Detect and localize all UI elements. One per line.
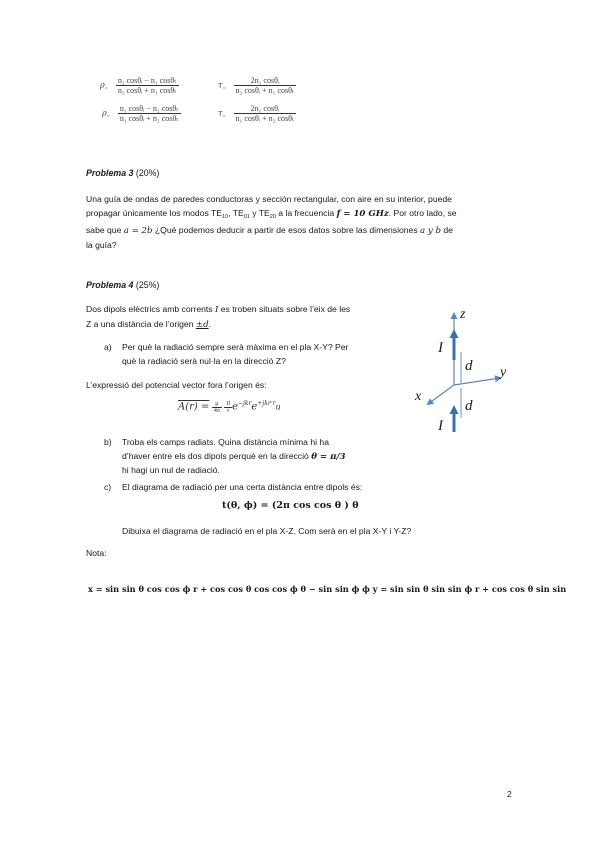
r-perp-label: ρ	[102, 108, 107, 118]
problem3-text-c1: sabe que	[86, 225, 124, 235]
problem4-title: Problema 4	[86, 280, 134, 290]
t-par-sub: =	[222, 85, 226, 92]
mode-sub-1: 10	[222, 213, 229, 220]
problem4-intro-line-2	[86, 318, 406, 333]
distance-top-label: d	[465, 358, 473, 374]
t-perp-label: τ	[218, 108, 223, 118]
problem3-sep-2: y TE	[249, 207, 270, 218]
r-perp-sub: =	[106, 113, 110, 120]
eq-frac-il	[224, 401, 232, 414]
vector-potential-eq	[178, 400, 281, 414]
question-a-line-1: Per què la radiació sempre serà màxima en el pla X-Y? Per	[122, 342, 349, 352]
problem3-text-c2: ¿Qué podemos deducir a partir de esos datos sobre las dimensiones	[152, 225, 421, 235]
t-perp-eq	[218, 104, 296, 123]
potential-text: L’expressió del potencial vector fora l’origen és:	[86, 380, 267, 390]
problem3-body	[86, 193, 516, 252]
eq-r: r	[227, 407, 230, 414]
r-par-sub: =	[104, 85, 108, 92]
question-a-text	[122, 341, 412, 368]
note-label: Nota:	[86, 548, 107, 558]
eq-4pi: 4π	[213, 407, 220, 414]
eq-il: Il	[226, 400, 231, 407]
t-par-eq	[218, 76, 296, 95]
intro-b1: Z a una distància de l’origen	[86, 318, 196, 329]
radiation-pattern-eq: t(θ, ϕ) = (2π cos cos θ ) θ	[222, 500, 359, 511]
distance-bottom-label: d	[465, 398, 473, 414]
intro-a2: es troben situats sobre l’eix de les	[218, 304, 351, 314]
problem3-text-b1: propagar únicamente los modos TE	[86, 207, 222, 218]
question-b-text	[122, 436, 412, 478]
question-b-line-2	[122, 450, 412, 465]
problem4-weight: (25%)	[135, 280, 160, 290]
t-par-frac	[234, 76, 297, 95]
problem3-sep-1: , TE	[228, 207, 244, 218]
t-perp-sub: =	[222, 113, 226, 120]
question-b-label: b)	[104, 437, 112, 447]
t-perp-frac	[234, 104, 297, 123]
dipole-diagram	[410, 300, 520, 440]
question-b-line-2a: d’haver entre els dos dipols perquè en la direcció	[122, 450, 312, 461]
current-top-label: I	[438, 340, 443, 356]
question-c-label: c)	[104, 482, 112, 492]
r-par-den: n₂ cosθᵢ + n₁ cosθₜ	[117, 86, 177, 95]
intro-a1: Dos dipols elèctrics amb corrents	[86, 304, 215, 314]
question-c-line-2: Dibuixa el diagrama de radiació en el pla X-Z. Com serà en el pla X-Y i Y-Z?	[122, 526, 412, 536]
r-par-label: ρ	[100, 80, 105, 90]
t-par-den: n₂ cosθᵢ + n₁ cosθₜ	[235, 86, 295, 95]
eq-e1: e	[232, 401, 238, 413]
problem3-line-2	[86, 207, 516, 225]
fresnel-block	[100, 72, 330, 134]
mode-sub-3: 20	[269, 213, 276, 220]
problem3-title: Problema 3	[86, 168, 134, 178]
t-perp-num: 2n₁ cosθᵢ	[234, 104, 297, 114]
intro-distance: ±d	[195, 319, 209, 330]
problem4-intro	[86, 303, 406, 332]
page-number: 2	[507, 789, 512, 799]
x-axis	[428, 385, 454, 404]
z-label: z	[460, 307, 466, 322]
problem3-heading	[86, 168, 159, 178]
r-par-eq	[100, 76, 179, 95]
question-b-line-1: Troba els camps radiats. Quina distància mínima hi ha	[122, 437, 329, 447]
x-label: x	[415, 389, 422, 404]
eq-mu: μ	[212, 401, 222, 408]
eq-frac-mu	[212, 401, 222, 414]
r-par-frac	[116, 76, 179, 95]
note-equation: x = sin sin θ cos cos ϕ r + cos cos θ cos cos ϕ θ − sin sin ϕ ϕ y = sin sin θ sin sin ϕ r + cos cos θ sin sin	[88, 584, 567, 594]
problem4-heading	[86, 280, 159, 290]
current-bottom-label: I	[438, 418, 443, 434]
problem3-line-1: Una guía de ondas de paredes conductoras y sección rectangular, con aire en su interior, puede	[86, 194, 452, 204]
problem3-weight: (20%)	[135, 168, 160, 178]
problem3-line-4: la guía?	[86, 239, 117, 250]
question-c-line-1: El diagrama de radiació per una certa distància entre dipols és:	[122, 482, 363, 492]
r-perp-eq	[102, 104, 181, 123]
eq-u: u	[275, 402, 281, 412]
intro-current: I	[214, 305, 219, 315]
dimension-relation: a = 2b	[123, 226, 153, 236]
problem3-text-c3: de	[440, 225, 453, 235]
dimensions-ab: a y b	[420, 226, 441, 236]
problem3-text-b3: . Por otro lado, se	[388, 207, 457, 218]
r-perp-frac	[118, 104, 181, 123]
eq-lhs: A(r) =	[178, 401, 210, 413]
frequency-value: f = 10 GHz	[336, 208, 389, 219]
t-par-num: 2n₁ cosθᵢ	[234, 76, 297, 86]
question-a-label: a)	[104, 342, 112, 352]
problem4-intro-line-1	[86, 303, 406, 318]
theta-value: θ = π/3	[311, 451, 346, 462]
eq-e2: e	[251, 401, 258, 413]
t-par-label: τ	[218, 80, 223, 90]
problem3-text-b2: a la frecuencia	[275, 207, 337, 218]
problem3-line-3	[86, 224, 516, 239]
question-a-line-2: què la radiació serà nul·la en la direcció Z?	[122, 355, 286, 366]
eq-exp-2: +jkr·r	[257, 400, 276, 407]
r-par-num: n₂ cosθᵢ − n₁ cosθₜ	[117, 76, 177, 85]
intro-b2: .	[208, 318, 211, 329]
question-b-line-3: hi hagi un nul de radiació.	[122, 465, 220, 475]
r-perp-num: n₁ cosθᵢ − n₂ cosθₜ	[119, 104, 179, 113]
r-perp-den: n₁ cosθᵢ + n₂ cosθₜ	[119, 114, 179, 123]
t-perp-den: n₁ cosθᵢ + n₂ cosθₜ	[235, 114, 295, 123]
mode-sub-2: 01	[243, 213, 250, 220]
eq-exp-1: −jkr	[238, 400, 252, 407]
y-label: y	[500, 365, 507, 380]
